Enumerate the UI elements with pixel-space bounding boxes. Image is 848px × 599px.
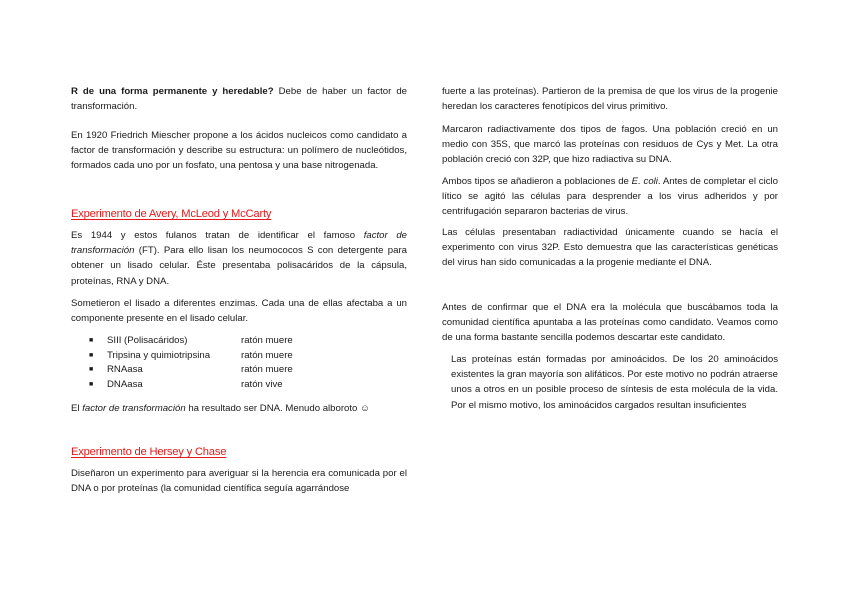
paragraph-enzymes: Sometieron el lisado a diferentes enzimas. Cada una de ellas afectaba a un componente presente en el lisado celular.: [71, 298, 407, 325]
intro-rest: Debe de haber un factor de transformación.: [71, 86, 407, 113]
heading-avery: Experimento de Avery, McLeod y McCarty: [71, 208, 272, 220]
bullet-icon: ■: [89, 366, 94, 373]
paragraph-miescher: En 1920 Friedrich Miescher propone a los ácidos nucleicos como candidato a factor de transformación y describe su estructura: un polímero de nucleótidos, formados cada uno por un fosfato, una pentosa y una base nitrogenada.: [71, 130, 407, 172]
list-item: [71, 362, 407, 377]
paragraph-avery: [71, 228, 407, 289]
bullet-icon: ■: [89, 351, 94, 359]
ecoli-text-a: Ambos tipos se añadieron a poblaciones de: [442, 176, 632, 187]
paragraph-intro: [71, 84, 407, 114]
bullet-icon: ■: [89, 337, 94, 344]
enzyme-name: SIII (Polisacáridos): [107, 335, 188, 346]
enzyme-name: DNAasa: [107, 378, 143, 390]
paragraph-premise: fuerte a las proteínas). Partieron de la premisa de que los virus de la progenie heredan los caracteres fenotípicos del virus primitivo.: [442, 86, 778, 113]
paragraph-ecoli: [442, 174, 778, 220]
enzyme-name: RNAasa: [107, 364, 143, 375]
list-item: [71, 348, 407, 363]
heading-hersey: Experimento de Hersey y Chase: [71, 446, 227, 458]
conclusion-italic-ft: factor de transformación: [82, 403, 186, 414]
avery-italic-ft: factor de transformación: [71, 230, 407, 257]
enzyme-name: Tripsina y quimiotripsina: [107, 349, 211, 361]
avery-text-a: Es 1944 y estos fulanos tratan de identificar el famoso: [71, 230, 364, 241]
enzyme-result: ratón muere: [241, 364, 293, 375]
list-item: [71, 377, 407, 392]
enzyme-result: ratón vive: [241, 378, 283, 390]
avery-text-b: (FT). Para ello lisan los neumococos S con detergente para obtener un lisado celular. Éste presentaba polisacáridos de la cápsula, proteínas, RNA y DNA.: [71, 245, 407, 287]
paragraph-hersey: Diseñaron un experimento para averiguar si la herencia era comunicada por el DNA o por proteínas (la comunidad científica seguía agarrándose: [71, 468, 407, 495]
paragraph-aminoacids: Las proteínas están formadas por aminoácidos. De los 20 aminoácidos existentes la gran mayoría son alifáticos. Por este motivo no podrán atraerse unos a otros en un posible proceso de síntesis de esta molécula de la vida. Por el mismo motivo, los aminoácidos cargados resultan insuficientes: [451, 354, 778, 411]
enzyme-list: [71, 333, 407, 391]
ecoli-italic: E. coli: [631, 176, 658, 187]
bullet-icon: ■: [89, 380, 94, 388]
bold-question: R de una forma permanente y heredable?: [71, 86, 274, 97]
paragraph-proteins-candidate: Antes de confirmar que el DNA era la molécula que buscábamos toda la comunidad científica apuntaba a las proteínas como candidato. Veamos como de una forma bastante sencilla podemos descartar este candidato.: [442, 302, 778, 344]
enzyme-result: ratón muere: [241, 335, 293, 346]
enzyme-result: ratón muere: [241, 349, 293, 361]
conclusion-text-a: El: [71, 403, 83, 414]
conclusion-text-b: ha resultado ser DNA. Menudo alboroto ☺: [185, 403, 370, 414]
paragraph-phages: Marcaron radiactivamente dos tipos de fagos. Una población creció en un medio con 35S, que marcó las proteínas con residuos de Cys y Met. La otra población creció con 32P, que hizo radiactiva su DNA.: [442, 124, 778, 166]
list-item: [71, 333, 407, 348]
paragraph-radioactivity: Las células presentaban radiactividad únicamente cuando se hacía el experimento con virus 32P. Esto demuestra que las características genéticas del virus han sido comunicadas a la progenie mediante el DNA.: [442, 227, 778, 269]
ecoli-text-b: . Antes de completar el ciclo lítico se agitó las células para desprender a los virus adheridos y por centrifugación separaron bacterias de virus.: [442, 176, 778, 218]
paragraph-conclusion: [71, 401, 407, 416]
